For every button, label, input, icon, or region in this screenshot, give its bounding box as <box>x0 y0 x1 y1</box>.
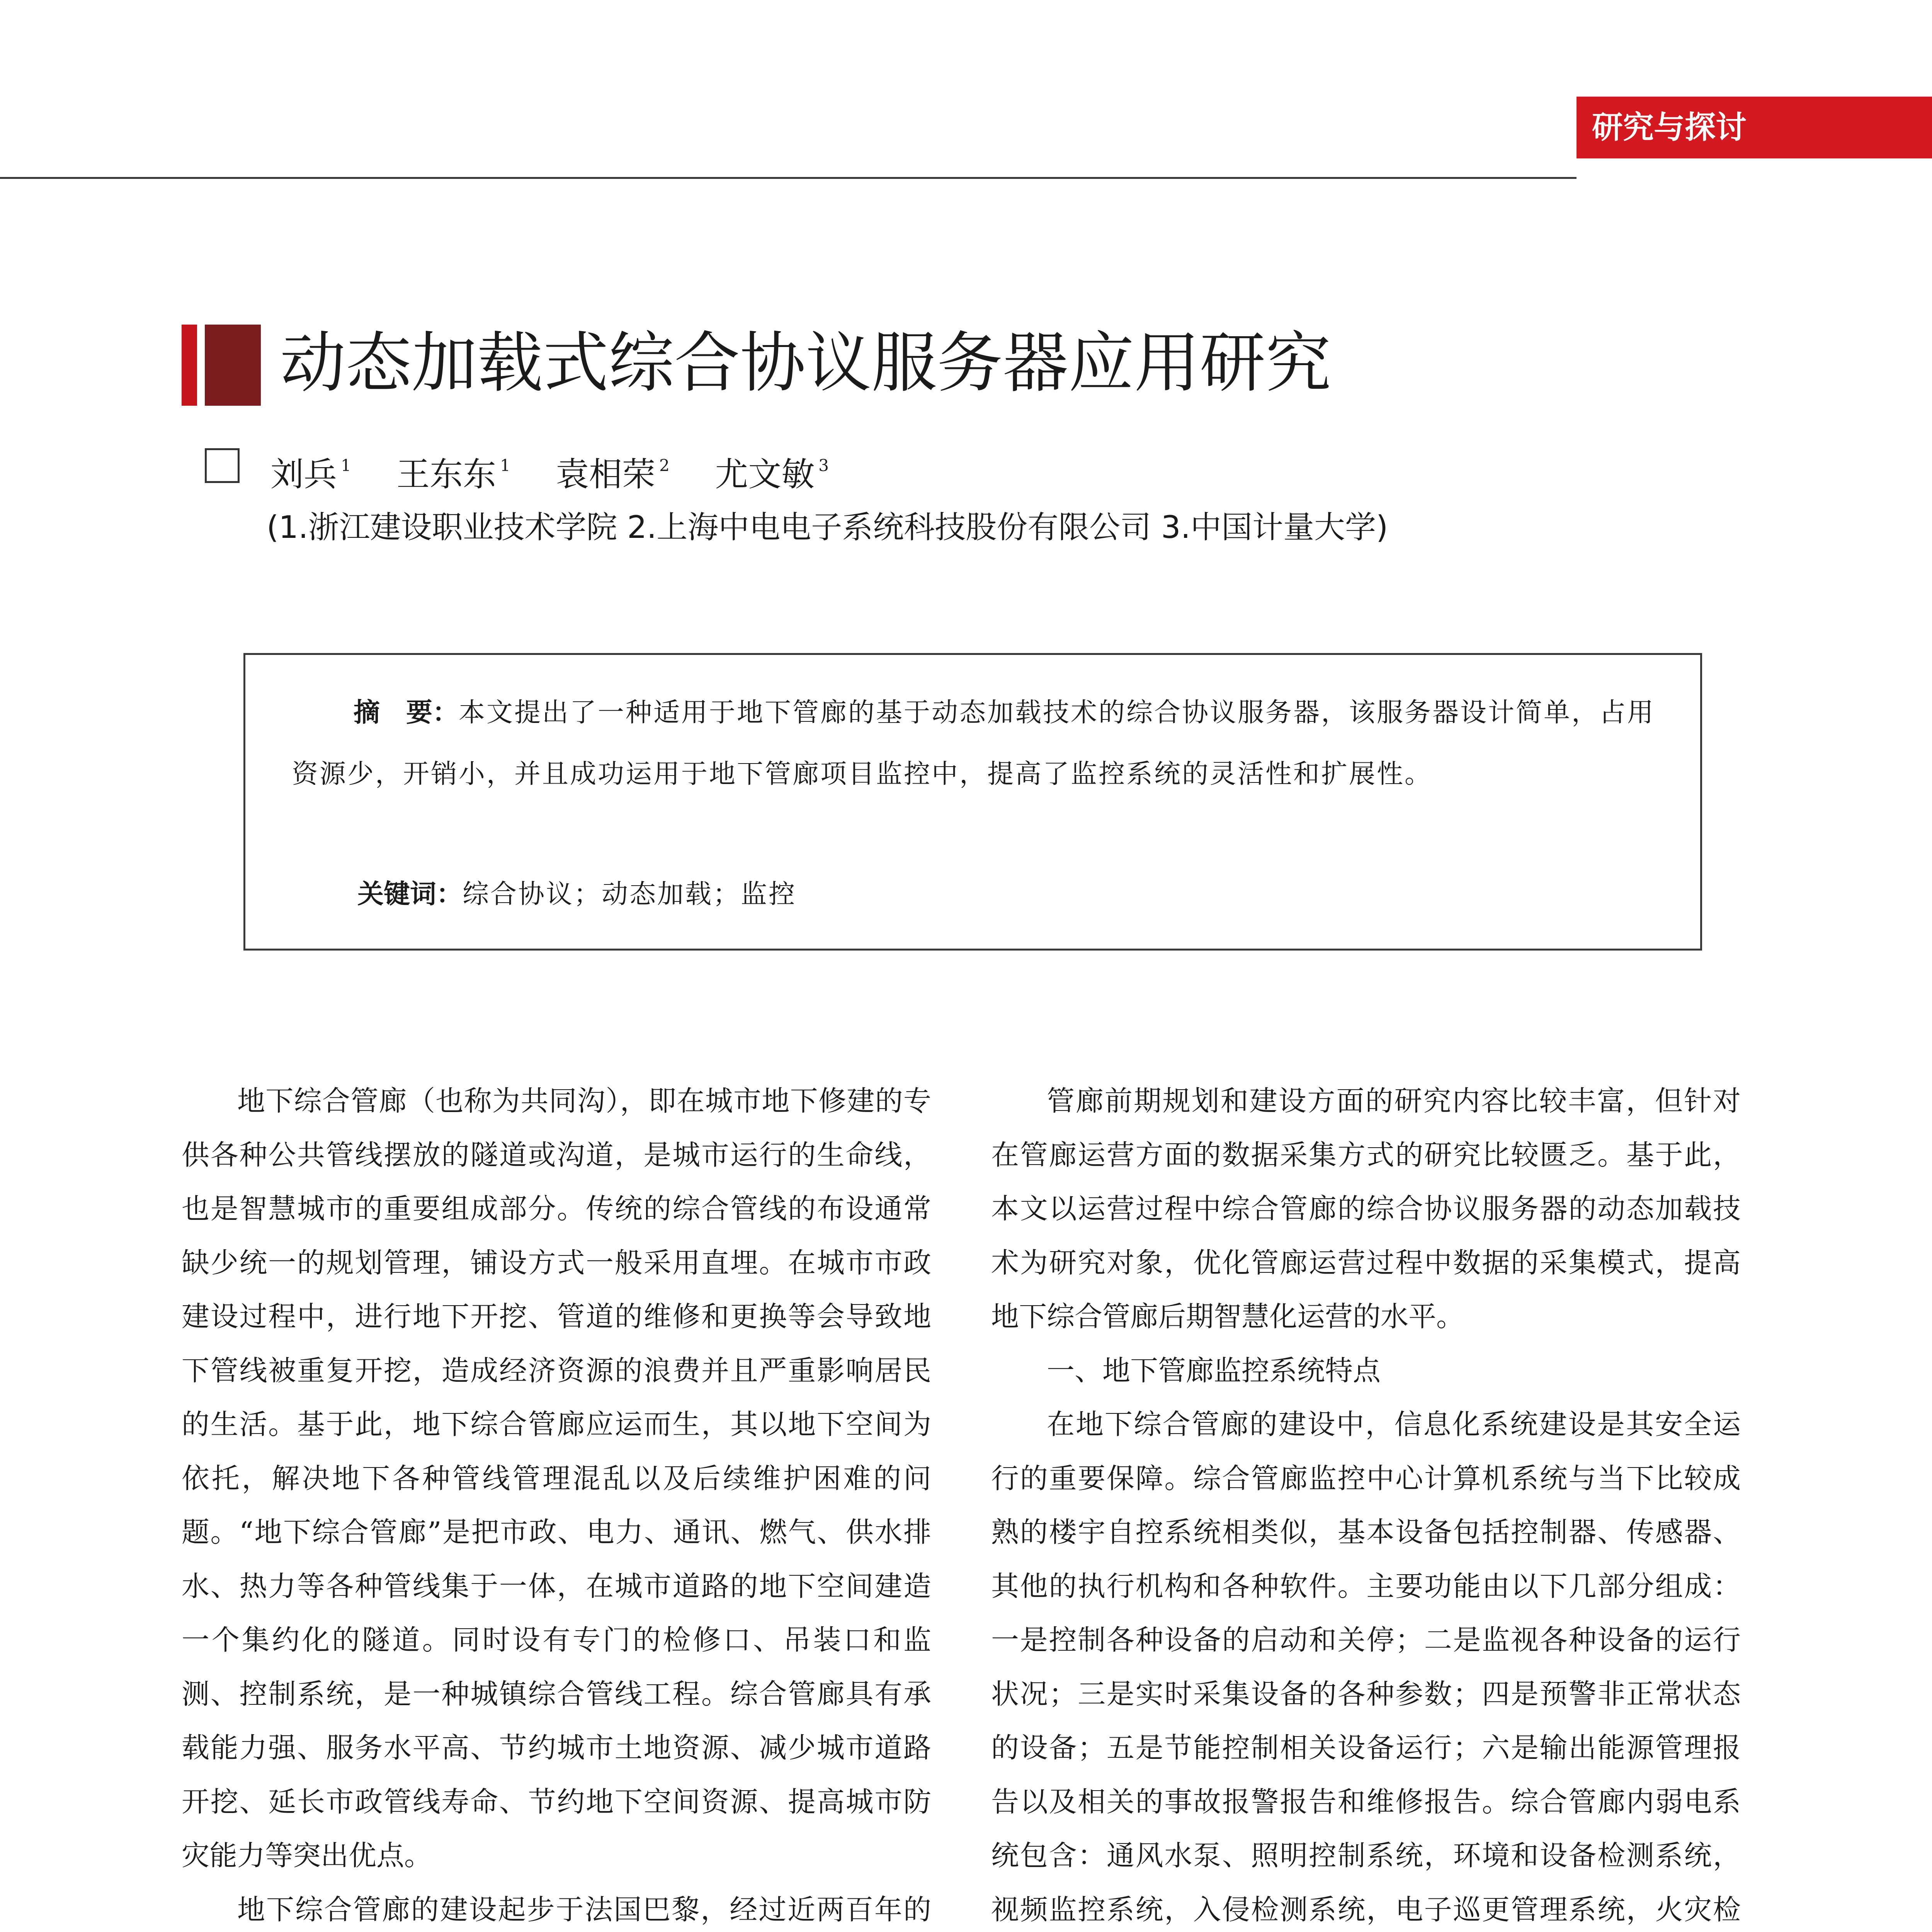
author-affil-mark: 2 <box>659 456 670 475</box>
abstract-box <box>243 653 1702 951</box>
affiliations: (1.浙江建设职业技术学院 2.上海中电电子系统科技股份有限公司 3.中国计量大学) <box>267 509 1388 545</box>
author-name: 王东东 <box>396 455 497 494</box>
abstract-label: 摘 要： <box>354 697 459 728</box>
body-paragraph: 管廊前期规划和建设方面的研究内容比较丰富，但针对在管廊运营方面的数据采集方式的研究比较匮乏。基于此，本文以运营过程中综合管廊的综合协议服务器的动态加载技术为研究对象，优化管廊运营过程中数据的采集模式，提高地下综合管廊后期智慧化运营的水平。 <box>991 1085 1741 1333</box>
author-name: 袁相荣 <box>556 455 656 494</box>
keywords <box>357 864 796 925</box>
title-accent-block <box>205 325 261 406</box>
author-name: 尤文敏 <box>715 455 815 494</box>
body-paragraph: 地下综合管廊（也称为共同沟），即在城市地下修建的专供各种公共管线摆放的隧道或沟道，是城市运行的生命线，也是智慧城市的重要组成部分。传统的综合管线的布设通常缺少统一的规划管理，铺设方式一般采用直埋。在城市市政建设过程中，进行地下开挖、管道的维修和更换等会导致地下管线被重复开挖，造成经济资源的浪费并且严重影响居民的生活。基于此，地下综合管廊应运而生，其以地下空间为依托，解决地下各种管线管理混乱以及后续维护困难的问题。“地下综合管廊”是把市政、电力、通讯、燃气、供水排水、热力等各种管线集于一体，在城市道路的地下空间建造一个集约化的隧道。同时设有专门的检修口、吊装口和监测、控制系统，是一种城镇综合管线工程。综合管廊具有承载能力强、服务水平高、节约城市土地资源、减少城市道路开挖、延长市政管线寿命、节约地下空间资源、提高城市防灾能力等突出优点。 <box>182 1085 931 1872</box>
keywords-text: 综合协议；动态加载；监控 <box>463 879 797 910</box>
keywords-label: 关键词： <box>357 879 463 910</box>
section-tag: 研究与探讨 <box>1577 97 1932 158</box>
title-accent-bar <box>182 325 197 406</box>
section-heading: 一、地下管廊监控系统特点 <box>1047 1354 1381 1387</box>
body-paragraph: 地下综合管廊的建设起步于法国巴黎，经过近两百年的 <box>237 1893 931 1926</box>
author-item <box>556 455 670 494</box>
article-title: 动态加载式综合协议服务器应用研究 <box>280 325 1332 401</box>
author-list <box>270 437 1584 503</box>
author-affil-mark: 1 <box>500 456 510 475</box>
author-item <box>396 455 510 494</box>
author-item <box>715 455 829 494</box>
body-column-right <box>991 1074 1741 1932</box>
abstract <box>292 682 1667 805</box>
abstract-text: 本文提出了一种适用于地下管廊的基于动态加载技术的综合协议服务器，该服务器设计简单，占用资源少，开销小，并且成功运用于地下管廊项目监控中，提高了监控系统的灵活性和扩展性。 <box>292 697 1655 789</box>
author-marker-box <box>205 448 240 483</box>
body-paragraph: 在地下综合管廊的建设中，信息化系统建设是其安全运行的重要保障。综合管廊监控中心计算机系统与当下比较成熟的楼宇自控系统相类似，基本设备包括控制器、传感器、其他的执行机构和各种软件。主要功能由以下几部分组成：一是控制各种设备的启动和关停；二是监视各种设备的运行状况；三是实时采集设备的各种参数；四是预警非正常状态的设备；五是节能控制相关设备运行；六是输出能源管理报告以及相关的事故报警报告和维修报告。综合管廊内弱电系统包含：通风水泵、照明控制系统，环境和设备检测系统，视频监控系统，入侵检测系统，电子巡更管理系统，火灾检 <box>991 1408 1741 1926</box>
author-item <box>270 455 351 494</box>
author-affil-mark: 3 <box>818 456 829 475</box>
author-name: 刘兵 <box>270 455 337 494</box>
body-column-left <box>182 1074 931 1932</box>
header-rule <box>0 177 1577 179</box>
author-affil-mark: 1 <box>341 456 351 475</box>
